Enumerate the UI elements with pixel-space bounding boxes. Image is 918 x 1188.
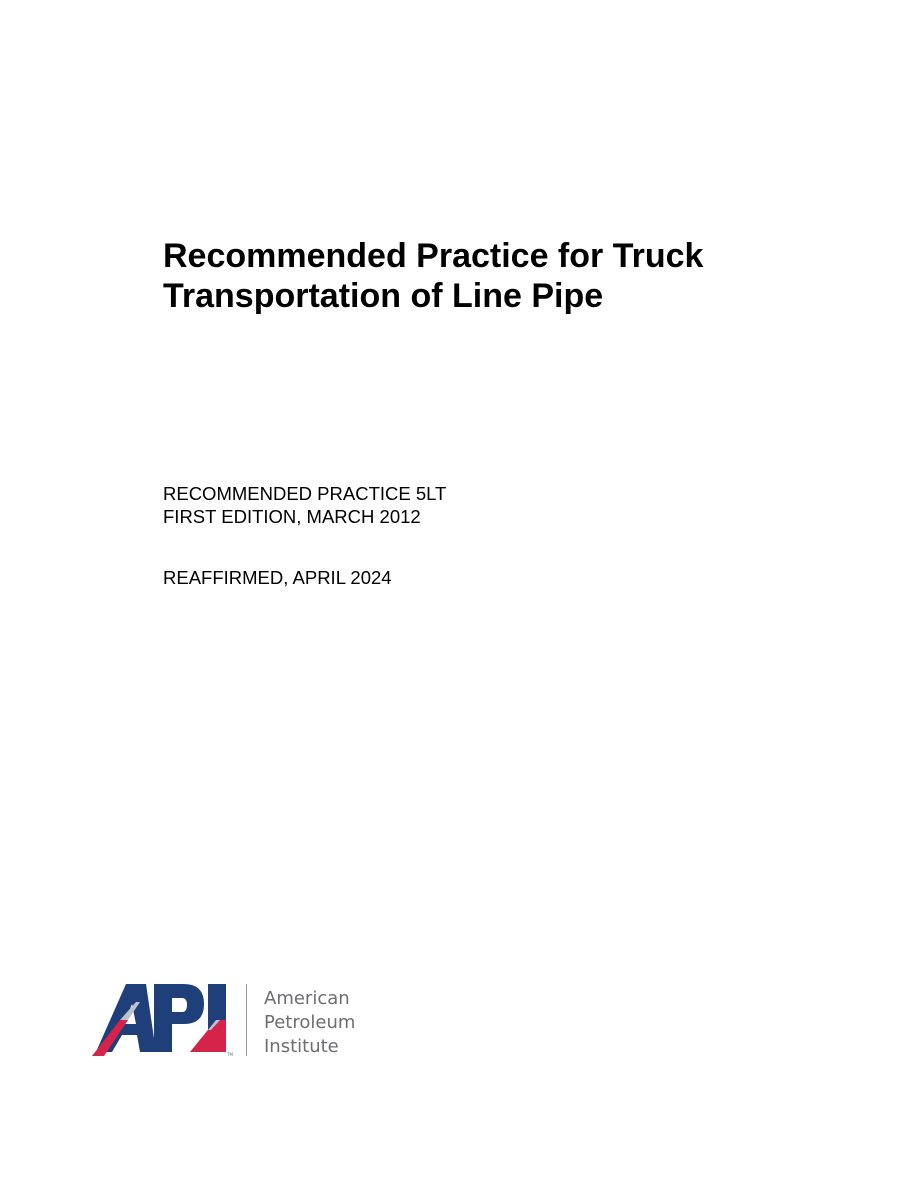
logo-text-american: American (264, 988, 350, 1009)
api-logo (90, 980, 380, 1060)
logo-trademark: TM (227, 1052, 233, 1057)
logo-text-petroleum: Petroleum (264, 1012, 356, 1033)
api-logo-mark (90, 980, 233, 1060)
api-logo-wordmark (264, 987, 355, 1059)
edition-date: FIRST EDITION, MARCH 2012 (163, 506, 421, 527)
standard-number: RECOMMENDED PRACTICE 5LT (163, 483, 447, 504)
document-title-line-2: Transportation of Line Pipe (163, 277, 604, 315)
reaffirmed-date: REAFFIRMED, APRIL 2024 (163, 567, 392, 588)
logo-divider (246, 984, 247, 1056)
document-title (163, 236, 823, 316)
document-title-line-1: Recommended Practice for Truck (163, 237, 704, 275)
logo-text-institute: Institute (264, 1036, 339, 1057)
logo-letter-p (154, 984, 204, 1052)
document-designation (163, 482, 446, 528)
